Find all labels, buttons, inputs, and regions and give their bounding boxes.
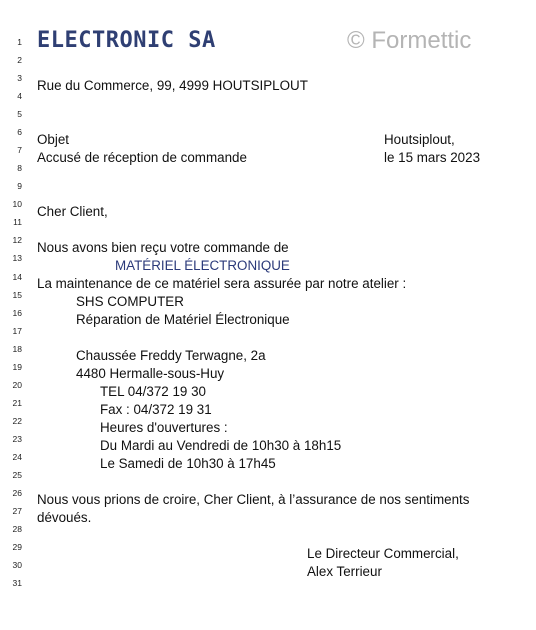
closing-line-1: Nous vous prions de croire, Cher Client, à l’assurance de nos sentiments — [37, 492, 470, 507]
line-number: 11 — [13, 217, 22, 228]
line-number: 20 — [12, 379, 22, 390]
hours-saturday: Le Samedi de 10h30 à 17h45 — [100, 456, 276, 471]
line-number: 6 — [17, 127, 22, 138]
header-row — [0, 27, 536, 54]
closing-row-1 — [0, 490, 536, 509]
workshop-description-row — [0, 310, 536, 329]
hours-weekdays: Du Mardi au Vendredi de 10h30 à 18h15 — [100, 438, 342, 453]
workshop-fax: Fax : 04/372 19 31 — [100, 402, 212, 417]
salutation-row — [0, 202, 536, 221]
line-number: 17 — [12, 325, 22, 336]
hours-label-row — [0, 418, 536, 437]
signature-title: Le Directeur Commercial, — [307, 546, 459, 561]
line-number: 7 — [17, 145, 22, 156]
subject-row — [0, 148, 536, 167]
line-number: 5 — [17, 109, 22, 120]
line-number: 13 — [12, 253, 22, 264]
letter-date: le 15 mars 2023 — [384, 150, 481, 165]
closing-row-2 — [0, 508, 536, 527]
salutation: Cher Client, — [37, 204, 108, 219]
workshop-street-row — [0, 346, 536, 365]
line-number: 14 — [12, 271, 22, 282]
line-number: 18 — [12, 343, 22, 354]
signature-name: Alex Terrieur — [307, 564, 382, 579]
line-number: 21 — [12, 397, 22, 408]
line-number: 10 — [12, 199, 22, 210]
hours-label: Heures d'ouvertures : — [100, 420, 228, 435]
company-name: ELECTRONIC SA — [37, 28, 216, 53]
line-number: 16 — [12, 307, 22, 318]
signature-name-row — [0, 562, 536, 581]
workshop-tel: TEL 04/372 19 30 — [100, 384, 206, 399]
workshop-description: Réparation de Matériel Électronique — [76, 312, 290, 327]
line-number: 12 — [12, 235, 22, 246]
line-number: 26 — [12, 488, 22, 498]
line-number: 2 — [17, 55, 22, 66]
maintenance-line: La maintenance de ce matériel sera assurée par notre atelier : — [37, 276, 407, 291]
workshop-tel-row — [0, 382, 536, 401]
hours-saturday-row — [0, 454, 536, 473]
line-number: 24 — [12, 451, 22, 462]
address-row — [0, 76, 536, 95]
order-item: MATÉRIEL ÉLECTRONIQUE — [115, 258, 290, 273]
line-number: 19 — [12, 361, 22, 372]
signature-title-row — [0, 544, 536, 563]
line-number: 8 — [17, 163, 22, 174]
line-number: 27 — [12, 506, 22, 517]
order-item-row — [0, 256, 536, 275]
body-intro: Nous avons bien reçu votre commande de — [37, 240, 289, 255]
line-number: 25 — [12, 469, 22, 480]
closing-line-2: dévoués. — [37, 510, 92, 525]
line-number: 30 — [12, 560, 22, 571]
subject-label-row — [0, 130, 536, 149]
workshop-name: SHS COMPUTER — [76, 294, 184, 309]
line-number: 29 — [12, 542, 22, 553]
workshop-city: 4480 Hermalle-sous-Huy — [76, 366, 225, 381]
place: Houtsiplout, — [384, 132, 455, 147]
workshop-street: Chaussée Freddy Terwagne, 2a — [76, 348, 266, 363]
line-number: 22 — [12, 415, 22, 426]
maintenance-row — [0, 274, 536, 293]
subject-label: Objet — [37, 132, 70, 147]
line-number: 3 — [17, 73, 22, 84]
body-intro-row — [0, 238, 536, 257]
line-number: 23 — [12, 433, 22, 444]
line-number: 9 — [17, 181, 22, 192]
line-number: 28 — [12, 524, 22, 535]
line-number: 15 — [12, 289, 22, 300]
workshop-city-row — [0, 364, 536, 383]
line-number: 31 — [12, 578, 22, 589]
watermark: © Formettic — [347, 27, 472, 54]
line-number: 4 — [17, 91, 22, 102]
workshop-fax-row — [0, 400, 536, 419]
hours-weekdays-row — [0, 436, 536, 455]
subject: Accusé de réception de commande — [37, 150, 247, 165]
sender-address: Rue du Commerce, 99, 4999 HOUTSIPLOUT — [37, 78, 308, 93]
workshop-name-row — [0, 292, 536, 311]
line-number: 1 — [17, 37, 22, 47]
